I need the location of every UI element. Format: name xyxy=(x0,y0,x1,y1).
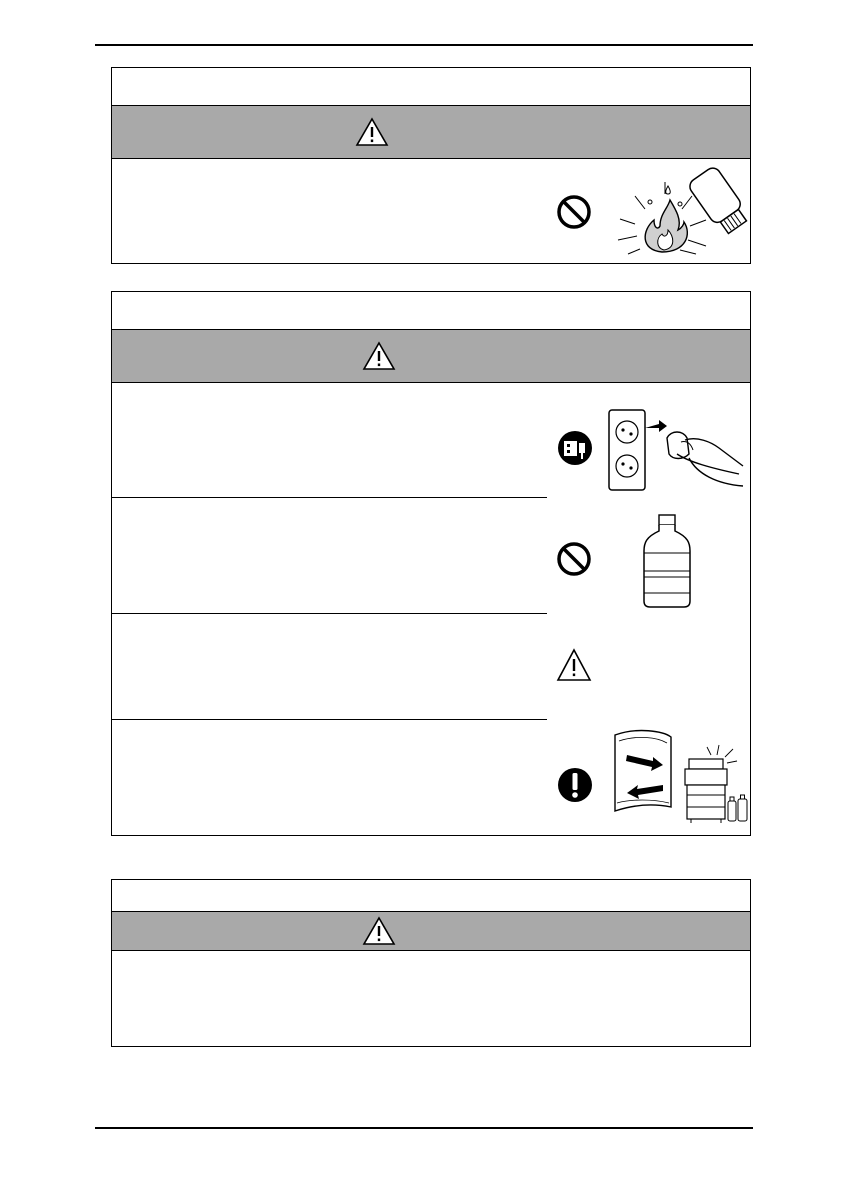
outlet-and-plug-illustration xyxy=(607,408,747,493)
section-title xyxy=(112,68,750,106)
safety-section-3 xyxy=(111,879,751,1047)
section-title xyxy=(112,880,750,912)
safety-section-2 xyxy=(111,291,751,836)
row-divider xyxy=(112,497,547,498)
section-title xyxy=(112,292,750,330)
warning-triangle-icon xyxy=(362,341,396,371)
warning-triangle-icon xyxy=(355,117,389,147)
row-divider xyxy=(112,613,547,614)
safety-section-1 xyxy=(111,67,751,264)
section-rows xyxy=(112,383,750,834)
warning-bar xyxy=(112,330,750,383)
mandatory-action-icon xyxy=(556,766,594,804)
copier-relocation-illustration xyxy=(607,723,750,828)
prohibition-icon xyxy=(556,194,592,230)
unplug-symbol-icon xyxy=(556,429,594,467)
warning-bar xyxy=(112,106,750,159)
section-row xyxy=(112,951,750,1045)
warning-triangle-icon xyxy=(362,916,396,946)
caution-triangle-icon xyxy=(556,648,592,682)
warning-bar xyxy=(112,912,750,951)
fire-and-toner-bottle-illustration xyxy=(610,164,750,256)
toner-bottle-illustration xyxy=(640,513,694,609)
footer-rule xyxy=(95,1127,753,1129)
row-divider xyxy=(112,719,547,720)
header-rule xyxy=(95,44,753,46)
section-row xyxy=(112,159,750,262)
prohibition-icon xyxy=(556,541,592,577)
